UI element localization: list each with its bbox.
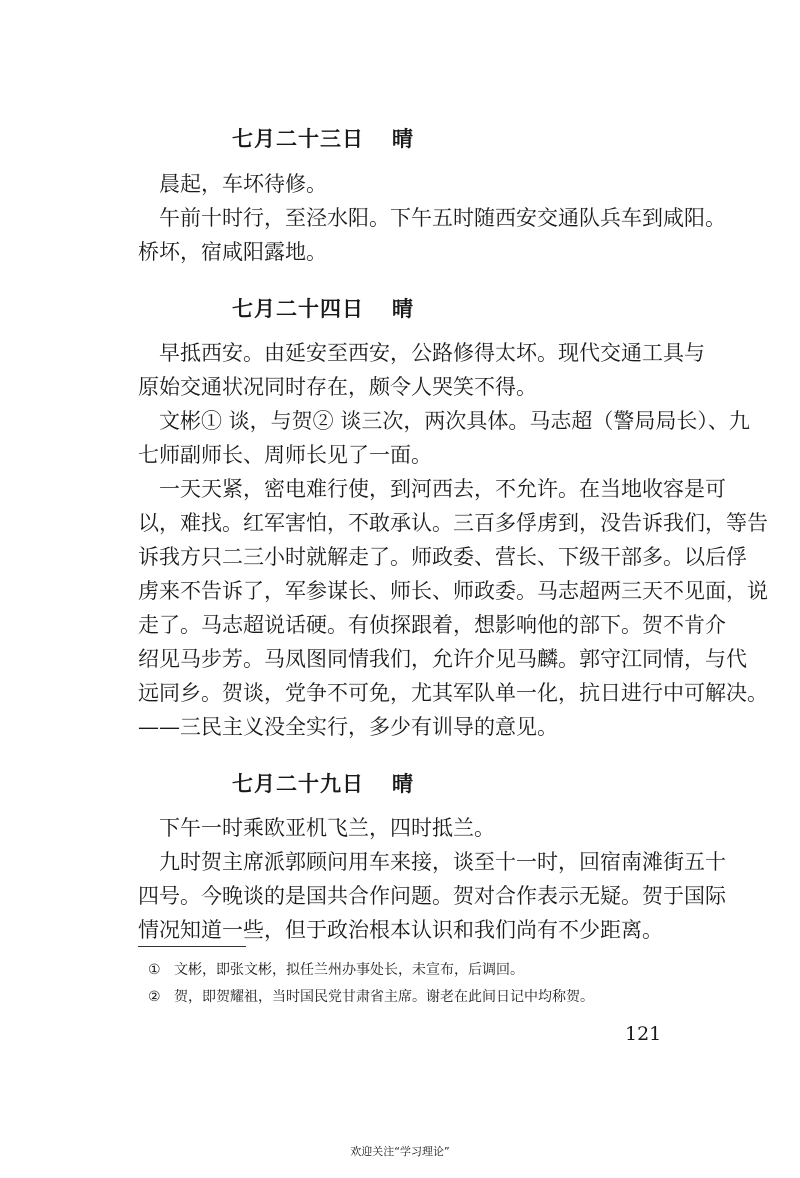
paragraph-line: 虏来不告诉了，军参谋长、师长、师政委。马志超两三天不见面，说 [138,579,768,603]
entry-date: 七月二十九日 [232,772,364,796]
footnote-mark: ② [148,989,161,1005]
footnote [148,960,524,980]
entry-heading [232,768,414,798]
entry-weather: 晴 [392,772,414,796]
footnote-divider [138,946,246,947]
paragraph-line: 文彬① 谈，与贺② 谈三次，两次具体。马志超（警局局长）、九 [138,409,750,433]
paragraph-line: 午前十时行，至泾水阳。下午五时随西安交通队兵车到咸阳。 [138,206,726,230]
entry-heading [232,293,414,323]
paragraph-line: 早抵西安。由延安至西安，公路修得太坏。现代交通工具与 [138,341,705,365]
footnote [148,987,594,1007]
entry-date: 七月二十四日 [232,297,364,321]
paragraph-line: 绍见马步芳。马凤图同情我们，允许介见马麟。郭守江同情，与代 [138,647,747,671]
paragraph-line: 桥坏，宿咸阳露地。 [138,240,327,264]
paragraph-line: 晨起，车坏待修。 [138,172,327,196]
paragraph-line: 以，难找。红军害怕，不敢承认。三百多俘虏到，没告诉我们，等告 [138,511,768,535]
paragraph-line: 下午一时乘欧亚机飞兰，四时抵兰。 [138,816,495,840]
page-number: 121 [625,1023,662,1045]
entry-heading [232,123,414,153]
paragraph-line: 原始交通状况同时存在，颇令人哭笑不得。 [138,375,537,399]
paragraph-line: 一天天紧，密电难行使，到河西去，不允许。在当地收容是可 [138,477,726,501]
footer-caption: 欢迎关注“学习理论” [350,1145,450,1158]
footnote-text: 文彬，即张文彬，拟任兰州办事处长，未宣布，后调回。 [174,962,524,978]
entry-date: 七月二十三日 [232,127,364,151]
paragraph-line: 九时贺主席派郭顾问用车来接，谈至十一时，回宿南滩街五十 [138,850,726,874]
paragraph-line: 走了。马志超说话硬。有侦探跟着，想影响他的部下。贺不肯介 [138,613,726,637]
footnote-mark: ① [148,962,161,978]
entry-weather: 晴 [392,297,414,321]
paragraph-line: 情况知道一些，但于政治根本认识和我们尚有不少距离。 [138,918,663,942]
paragraph-line: ——三民主义没全实行，多少有训导的意见。 [138,715,558,739]
paragraph-line: 七师副师长、周师长见了一面。 [138,443,432,467]
paragraph-line: 诉我方只二三小时就解走了。师政委、营长、下级干部多。以后俘 [138,545,747,569]
paragraph-line: 四号。今晚谈的是国共合作问题。贺对合作表示无疑。贺于国际 [138,884,726,908]
entry-weather: 晴 [392,127,414,151]
footnote-text: 贺，即贺耀祖，当时国民党甘肃省主席。谢老在此间日记中均称贺。 [174,989,594,1005]
paragraph-line: 远同乡。贺谈，党争不可免，尤其军队单一化，抗日进行中可解决。 [138,681,768,705]
